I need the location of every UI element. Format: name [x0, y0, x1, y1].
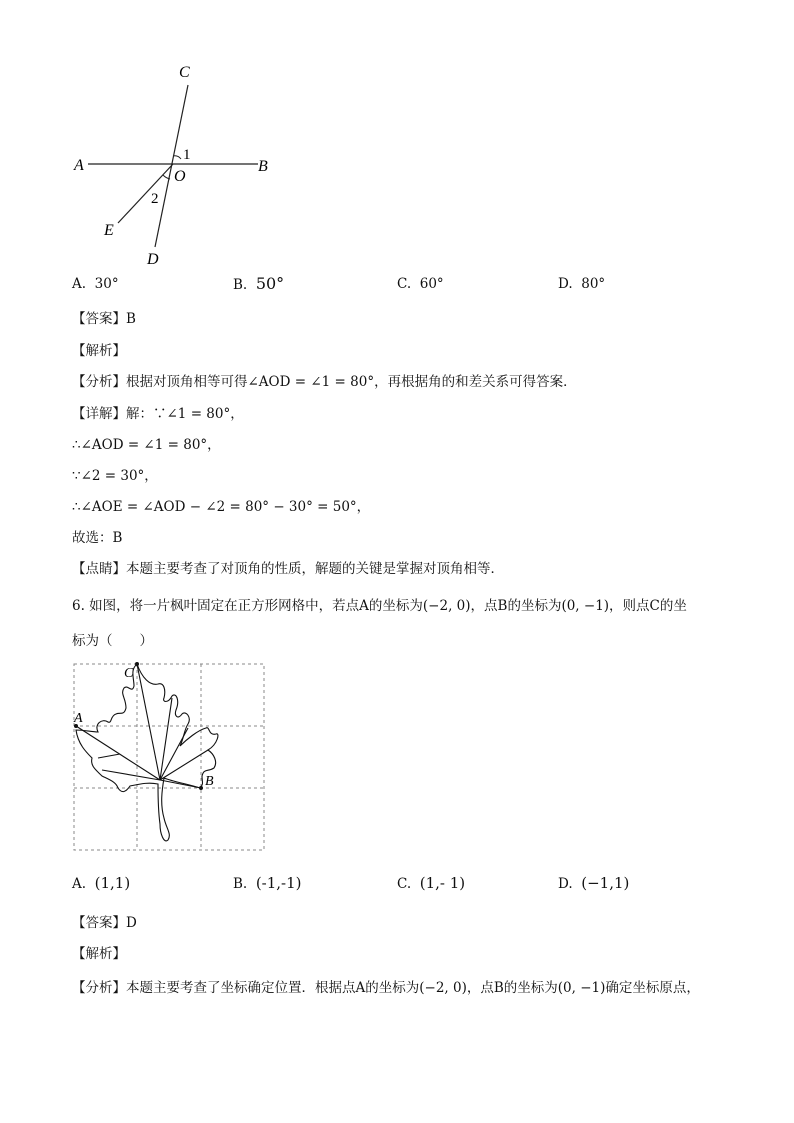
option-letter: D. — [558, 276, 573, 292]
option-value: 50° — [255, 274, 285, 293]
q6-analysis-head: 【解析】 — [72, 946, 126, 962]
label-b: B — [205, 774, 214, 789]
option-value: (1,1) — [94, 874, 131, 892]
option-value: 80° — [581, 276, 606, 292]
maple-leaf-grid-figure — [68, 658, 270, 856]
option-value: (−1,1) — [581, 874, 630, 892]
q5-answer: 【答案】B — [72, 311, 136, 327]
q5-option-a — [72, 276, 119, 292]
label-o: O — [174, 168, 186, 185]
q6-stem-line2: 标为（ ） — [72, 633, 153, 649]
q5-detail-2: ∴∠AOD = ∠1 = 80°， — [72, 437, 221, 453]
label-a: A — [74, 157, 84, 174]
label-e: E — [104, 222, 114, 239]
option-letter: C. — [397, 276, 412, 292]
label-d: D — [147, 251, 159, 268]
option-value: (1,- 1) — [419, 874, 466, 892]
q6-fenxi: 【分析】本题主要考查了坐标确定位置．根据点A的坐标为(−2, 0)，点B的坐标为(0, −1)确定坐标原点， — [72, 980, 700, 996]
angle-1-arc — [173, 156, 181, 159]
q6-option-d — [558, 874, 629, 892]
label-2: 2 — [151, 191, 159, 207]
q6-option-b — [233, 874, 302, 892]
option-letter: B. — [233, 277, 248, 293]
q5-analysis-head: 【解析】 — [72, 343, 126, 359]
q6-option-c — [397, 874, 465, 892]
q6-option-a — [72, 874, 130, 892]
label-a: A — [74, 711, 83, 726]
label-c: C — [179, 64, 190, 81]
option-value: 30° — [94, 276, 119, 292]
q5-dianjing: 【点睛】本题主要考查了对顶角的性质，解题的关键是掌握对顶角相等． — [72, 561, 504, 577]
option-letter: B. — [233, 876, 248, 892]
label-b: B — [258, 158, 268, 175]
q6-stem-line1: 6. 如图，将一片枫叶固定在正方形网格中，若点A的坐标为(−2, 0)，点B的坐标为(0, −1)，则点C的坐 — [72, 598, 687, 614]
q6-answer: 【答案】D — [72, 915, 137, 931]
q5-fenxi: 【分析】根据对顶角相等可得∠AOD = ∠1 = 80°，再根据角的和差关系可得答案． — [72, 374, 577, 390]
label-1: 1 — [183, 147, 191, 163]
ray-oe — [118, 164, 173, 223]
option-letter: C. — [397, 876, 412, 892]
q5-detail-1: 【详解】解：∵∠1 = 80°， — [72, 406, 244, 422]
q5-detail-3: ∵∠2 = 30°， — [72, 468, 158, 484]
point-c — [135, 662, 139, 666]
option-value: (-1,-1) — [255, 874, 302, 892]
q5-option-c — [397, 276, 444, 292]
option-letter: A. — [72, 876, 87, 892]
maple-leaf — [76, 664, 218, 841]
q5-option-b — [233, 274, 284, 293]
q5-detail-4: ∴∠AOE = ∠AOD − ∠2 = 80° − 30° = 50°， — [72, 499, 371, 515]
q5-option-d — [558, 276, 605, 292]
option-letter: D. — [558, 876, 573, 892]
label-c: C — [124, 666, 134, 681]
option-letter: A. — [72, 276, 87, 292]
angle-figure — [60, 55, 290, 270]
q5-choice: 故选：B — [72, 530, 123, 546]
option-value: 60° — [419, 276, 444, 292]
point-b — [199, 786, 203, 790]
